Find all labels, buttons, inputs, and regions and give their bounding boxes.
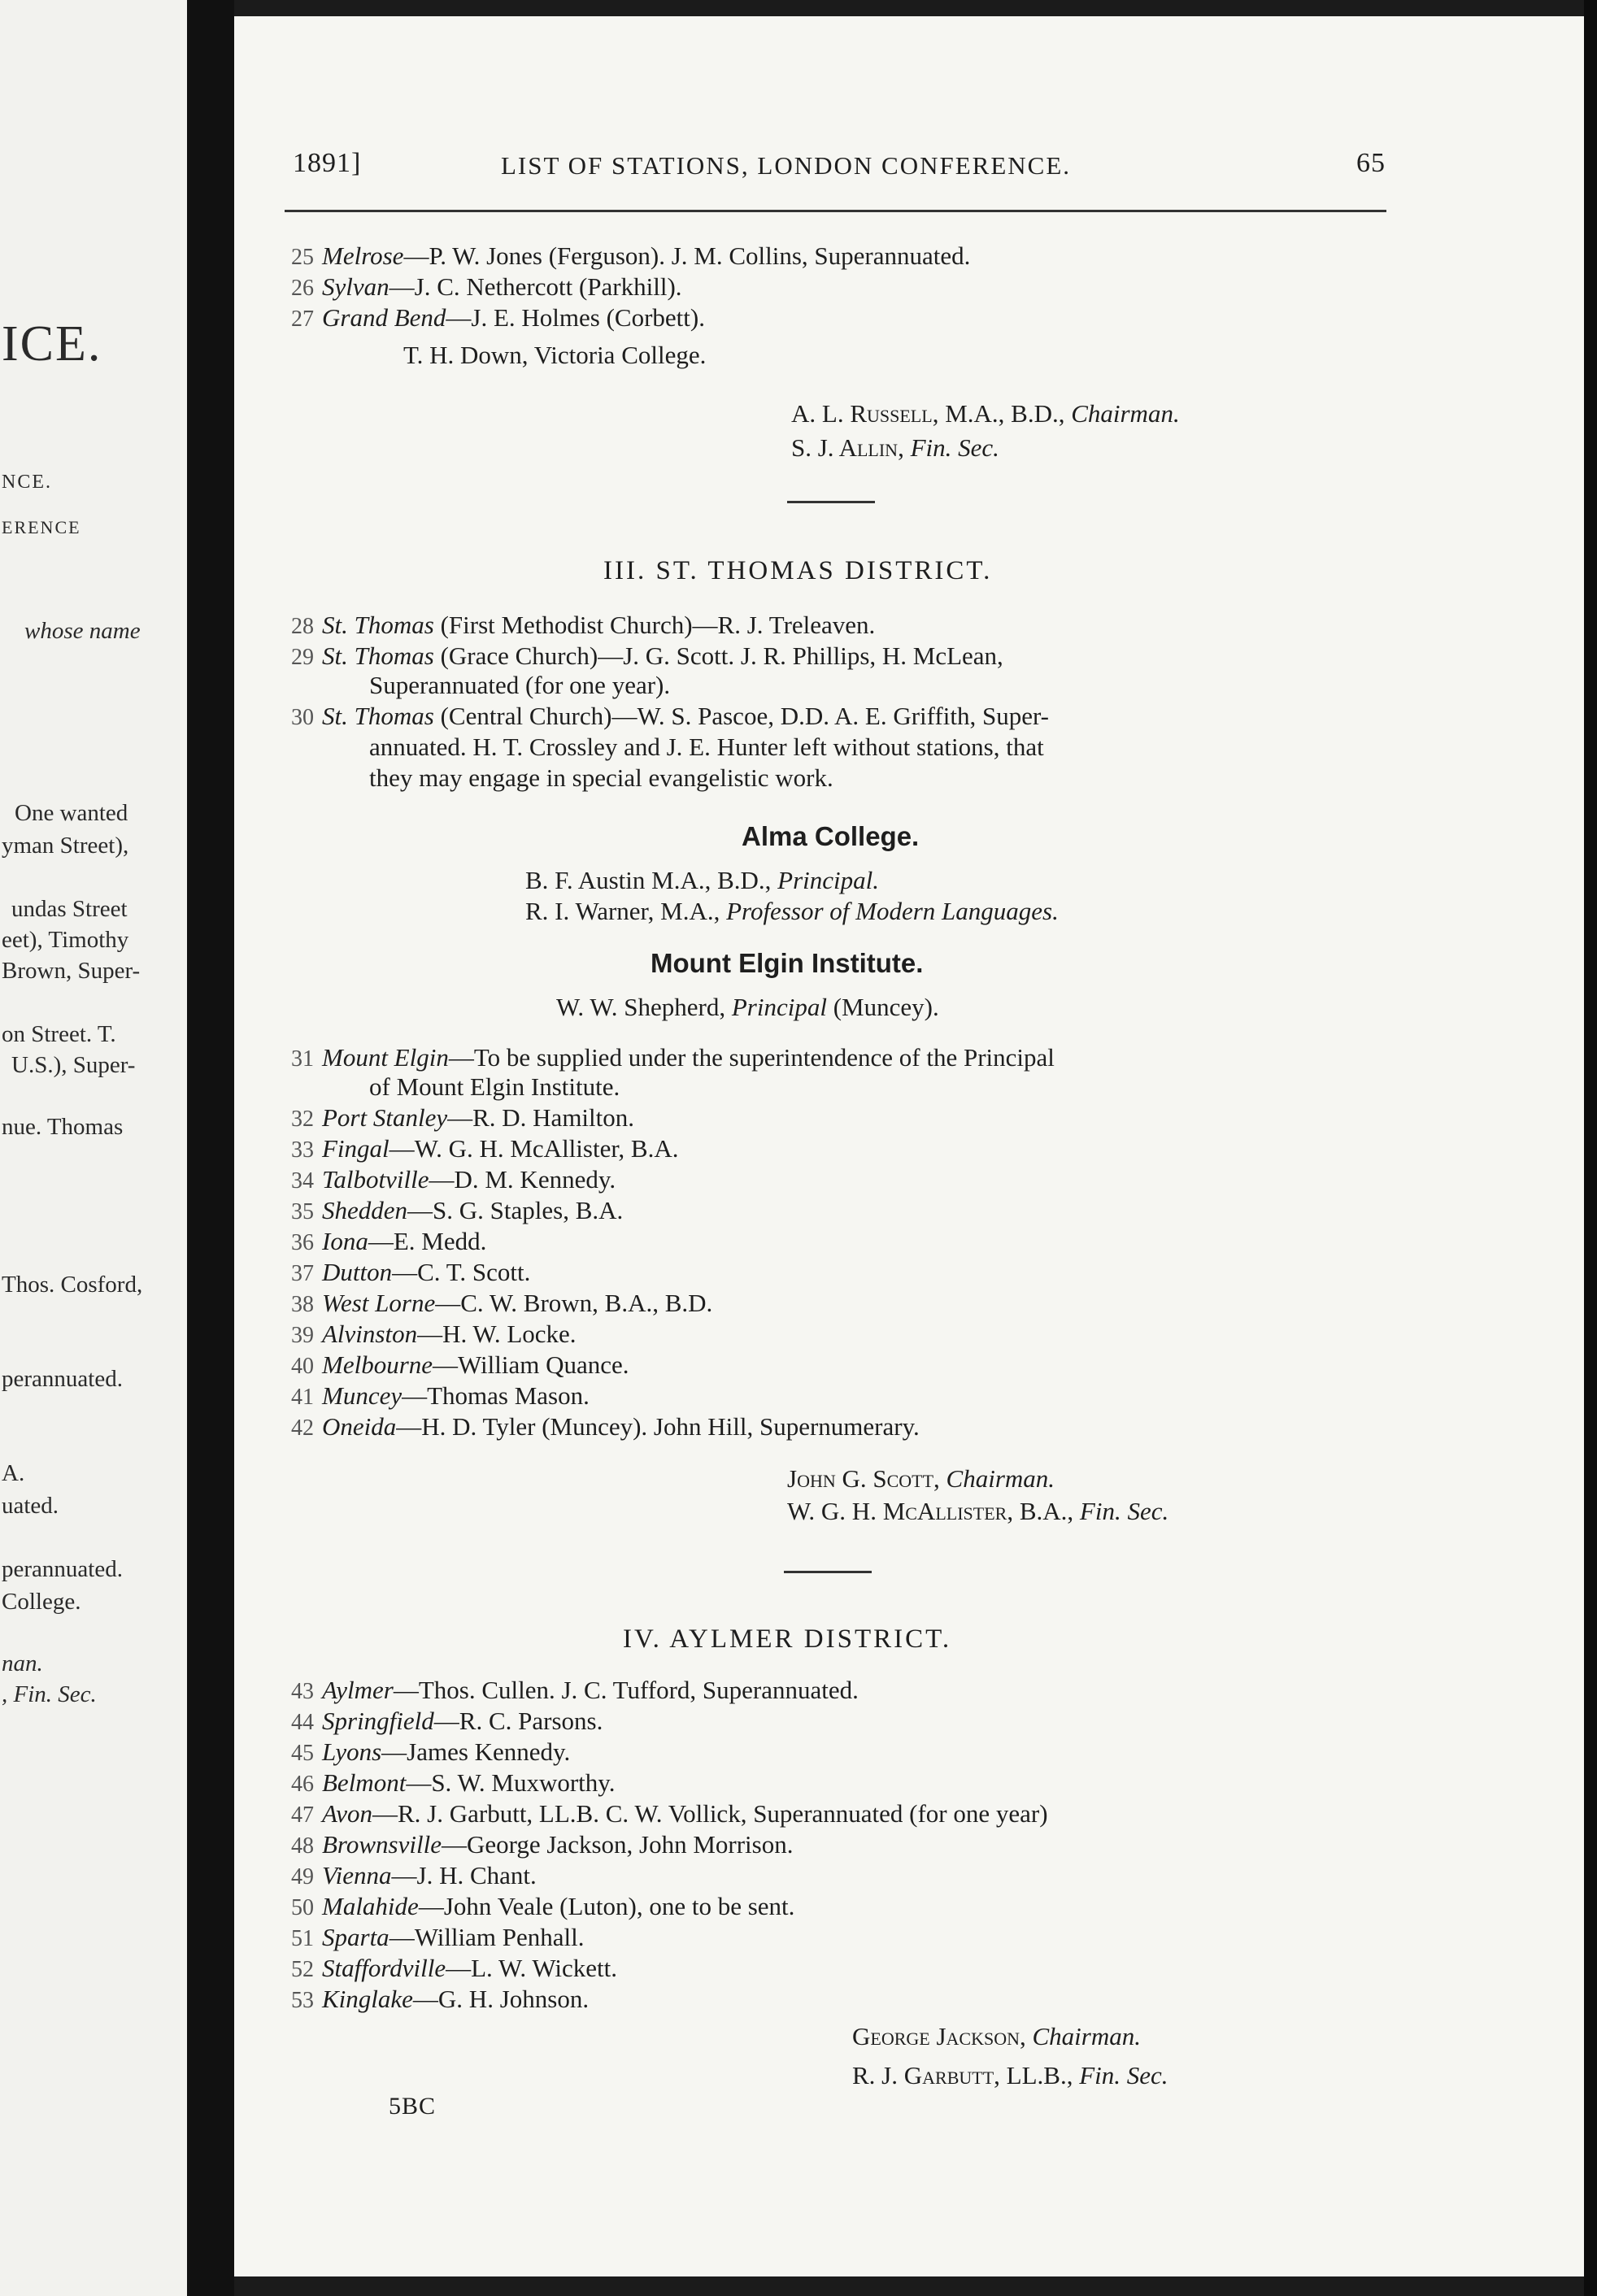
staff-line: W. W. Shepherd, Principal (Muncey). xyxy=(556,993,939,1021)
station-line: 26 Sylvan—J. C. Nethercott (Parkhill). xyxy=(291,272,682,301)
station-line: 30 St. Thomas (Central Church)—W. S. Pascoe, D.D. A. E. Griffith, Super- xyxy=(291,702,1049,730)
institution-heading: Alma College. xyxy=(742,821,920,851)
station-line: 37 Dutton—C. T. Scott. xyxy=(291,1258,531,1286)
station-line: 27 Grand Bend—J. E. Holmes (Corbett). xyxy=(291,303,705,332)
station-line: 29 St. Thomas (Grace Church)—J. G. Scott. J. R. Phillips, H. McLean, xyxy=(291,641,1003,670)
left-fragment: perannuated. xyxy=(2,1366,123,1392)
left-facing-page xyxy=(0,0,187,2296)
left-fragment: ERENCE xyxy=(2,517,81,537)
station-line: 49 Vienna—J. H. Chant. xyxy=(291,1861,537,1889)
header-year: 1891] xyxy=(293,148,362,178)
left-fragment: College. xyxy=(2,1589,81,1615)
page-number: 65 xyxy=(1356,148,1386,178)
left-fragment: NCE. xyxy=(2,472,52,493)
left-fragment: perannuated. xyxy=(2,1556,123,1582)
station-continuation: T. H. Down, Victoria College. xyxy=(403,341,707,369)
left-fragment: undas Street xyxy=(11,896,128,922)
left-fragment: uated. xyxy=(2,1493,59,1519)
left-fragment: ICE. xyxy=(2,316,102,372)
station-line: 32 Port Stanley—R. D. Hamilton. xyxy=(291,1103,635,1132)
staff-line: B. F. Austin M.A., B.D., Principal. xyxy=(525,866,880,894)
station-continuation: Superannuated (for one year). xyxy=(369,671,671,699)
station-line: 51 Sparta—William Penhall. xyxy=(291,1923,585,1951)
station-continuation: annuated. H. T. Crossley and J. E. Hunter left without stations, that xyxy=(369,733,1044,761)
station-continuation: of Mount Elgin Institute. xyxy=(369,1072,620,1101)
section-divider xyxy=(787,501,875,503)
station-line: 50 Malahide—John Veale (Luton), one to be sent. xyxy=(291,1892,795,1920)
left-fragment: U.S.), Super- xyxy=(11,1052,136,1078)
station-line: 28 St. Thomas (First Methodist Church)—R. J. Treleaven. xyxy=(291,611,876,639)
district-chairman: George Jackson, Chairman. xyxy=(852,2022,1141,2050)
station-line: 33 Fingal—W. G. H. McAllister, B.A. xyxy=(291,1134,679,1163)
station-line: 47 Avon—R. J. Garbutt, LL.B. C. W. Vollick, Superannuated (for one year) xyxy=(291,1799,1048,1828)
left-fragment: A. xyxy=(2,1460,25,1486)
station-line: 34 Talbotville—D. M. Kennedy. xyxy=(291,1165,616,1194)
district-fin-sec: R. J. Garbutt, LL.B., Fin. Sec. xyxy=(852,2061,1168,2089)
left-fragment: eet), Timothy xyxy=(2,927,129,953)
page-edge xyxy=(1584,0,1597,2296)
station-line: 40 Melbourne—William Quance. xyxy=(291,1350,629,1379)
station-line: 45 Lyons—James Kennedy. xyxy=(291,1737,571,1766)
left-fragment: yman Street), xyxy=(2,833,129,859)
district-chairman: A. L. Russell, M.A., B.D., Chairman. xyxy=(791,399,1180,428)
left-fragment: nue. Thomas xyxy=(2,1114,124,1140)
left-fragment: on Street. T. xyxy=(2,1021,116,1047)
station-line: 43 Aylmer—Thos. Cullen. J. C. Tufford, Superannuated. xyxy=(291,1676,859,1704)
left-fragment: One wanted xyxy=(15,800,128,826)
station-line: 44 Springfield—R. C. Parsons. xyxy=(291,1707,603,1735)
left-fragment: Brown, Super- xyxy=(2,958,141,984)
district-fin-sec: W. G. H. McAllister, B.A., Fin. Sec. xyxy=(787,1497,1169,1525)
header-title: LIST OF STATIONS, LONDON CONFERENCE. xyxy=(501,151,1072,180)
station-line: 46 Belmont—S. W. Muxworthy. xyxy=(291,1768,616,1797)
book-spine xyxy=(187,0,234,2296)
station-continuation: they may engage in special evangelistic work. xyxy=(369,763,833,792)
section-divider xyxy=(784,1571,872,1573)
station-line: 36 Iona—E. Medd. xyxy=(291,1227,487,1255)
district-heading: III. ST. THOMAS DISTRICT. xyxy=(603,556,993,585)
station-line: 48 Brownsville—George Jackson, John Morrison. xyxy=(291,1830,794,1859)
station-line: 39 Alvinston—H. W. Locke. xyxy=(291,1320,577,1348)
district-fin-sec: S. J. Allin, Fin. Sec. xyxy=(791,433,999,462)
district-chairman: John G. Scott, Chairman. xyxy=(787,1464,1055,1493)
station-line: 41 Muncey—Thomas Mason. xyxy=(291,1381,590,1410)
station-line: 35 Shedden—S. G. Staples, B.A. xyxy=(291,1196,624,1224)
left-fragment: Thos. Cosford, xyxy=(2,1272,143,1298)
station-line: 38 West Lorne—C. W. Brown, B.A., B.D. xyxy=(291,1289,713,1317)
station-line: 52 Staffordville—L. W. Wickett. xyxy=(291,1954,617,1982)
right-page xyxy=(234,16,1584,2276)
printer-signature: 5BC xyxy=(389,2093,437,2120)
left-fragment: whose name xyxy=(24,618,141,644)
station-line: 25 Melrose—P. W. Jones (Ferguson). J. M. Collins, Superannuated. xyxy=(291,241,971,270)
header-rule xyxy=(285,210,1386,212)
station-line: 42 Oneida—H. D. Tyler (Muncey). John Hill, Supernumerary. xyxy=(291,1412,920,1441)
left-fragment: nan. xyxy=(2,1650,43,1676)
institution-heading: Mount Elgin Institute. xyxy=(651,948,924,978)
staff-line: R. I. Warner, M.A., Professor of Modern Languages. xyxy=(525,897,1059,925)
left-fragment: , Fin. Sec. xyxy=(2,1681,97,1707)
district-heading: IV. AYLMER DISTRICT. xyxy=(623,1624,952,1654)
station-line: 31 Mount Elgin—To be supplied under the superintendence of the Principal xyxy=(291,1043,1055,1072)
station-line: 53 Kinglake—G. H. Johnson. xyxy=(291,1985,590,2013)
